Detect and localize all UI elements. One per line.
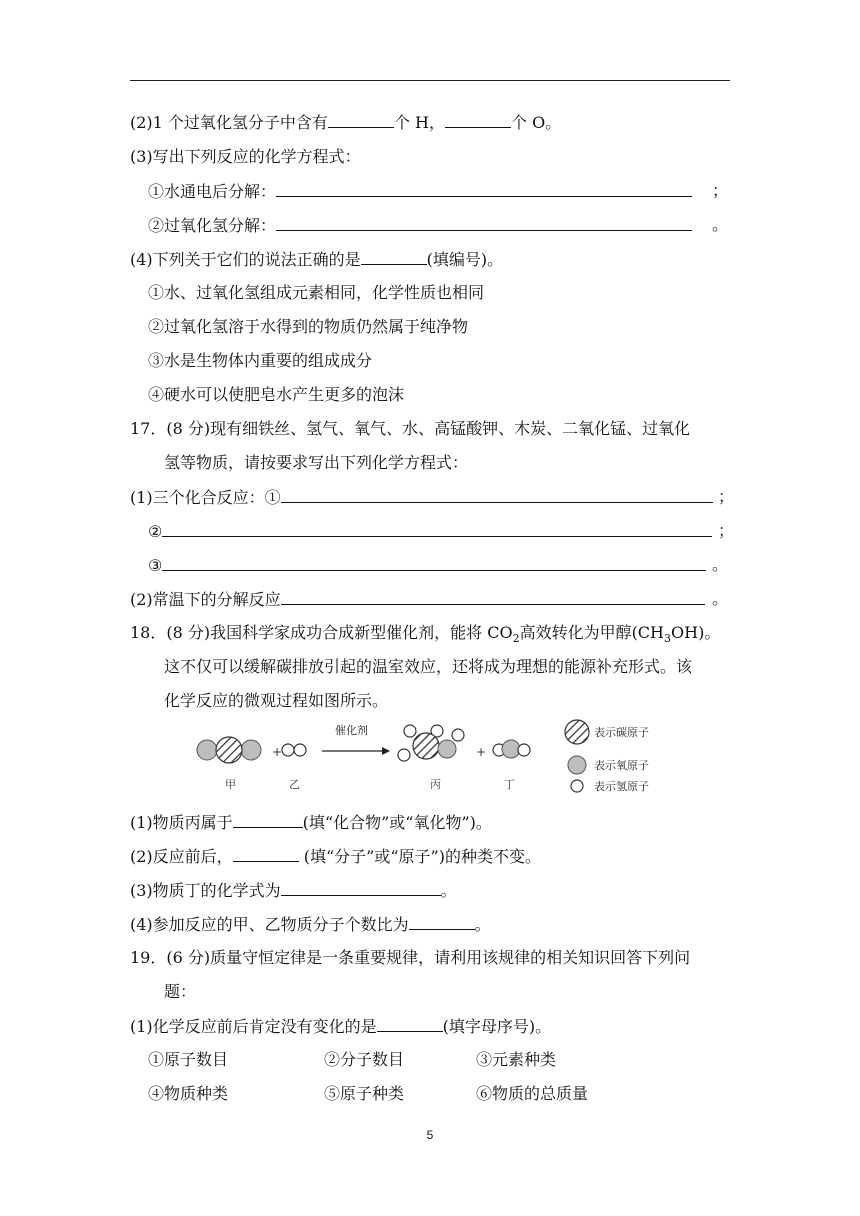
label-jia: 甲 <box>225 778 236 791</box>
answer-blank[interactable] <box>328 112 394 128</box>
q16-part4: (4)下列关于它们的说法正确的是 (填编号)。 <box>130 250 504 269</box>
q17-part1: (1)三个化合反应：① <box>130 487 713 508</box>
answer-blank[interactable] <box>162 555 706 571</box>
punct-period: 。 <box>712 555 729 574</box>
q17-stem: 氢等物质，请按要求写出下列化学方程式： <box>164 453 469 472</box>
plus-sign: + <box>272 745 283 759</box>
answer-blank[interactable] <box>276 181 692 197</box>
punct-semicolon: ； <box>718 487 735 506</box>
punct-semicolon: ； <box>712 181 729 200</box>
label-yi: 乙 <box>289 778 300 791</box>
answer-blank[interactable] <box>162 521 712 537</box>
header-rule <box>130 80 730 81</box>
q18-stem: 18．(8 分)我国科学家成功合成新型催化剂，能将 $CO_2$高效转化为甲醇$(CH_3OH)$。 <box>130 623 721 646</box>
answer-blank[interactable] <box>377 1016 443 1032</box>
label-ding: 丁 <box>504 778 515 791</box>
q18-stem: 这不仅可以缓解碳排放引起的温室效应，还将成为理想的能源补充形式。该 <box>164 657 693 676</box>
q19-stem: 题： <box>164 982 197 1001</box>
reaction-arrow <box>322 747 390 755</box>
q16-part2: (2)1 个过氧化氢分子中含有 个 H， 个 O。 <box>130 113 562 132</box>
answer-blank[interactable] <box>233 812 303 828</box>
punct-period: 。 <box>712 215 729 234</box>
reaction-diagram <box>190 718 670 798</box>
answer-blank[interactable] <box>233 846 299 862</box>
molecule-ding <box>493 740 530 758</box>
q19-option: ①原子数目 <box>148 1050 229 1069</box>
legend-oxygen: 表示氧原子 <box>594 759 649 772</box>
q18-part2: (2)反应前后， (填“分子”或“原子”)的种类不变。 <box>130 847 541 866</box>
molecule-yi <box>282 744 306 756</box>
answer-blank[interactable] <box>361 249 427 265</box>
q18-part1: (1)物质丙属于 (填“化合物”或“氧化物”)。 <box>130 813 492 832</box>
q16-option: ②过氧化氢溶于水得到的物质仍然属于纯净物 <box>148 317 469 336</box>
answer-blank[interactable] <box>445 112 511 128</box>
q16-option: ④硬水可以使肥皂水产生更多的泡沫 <box>148 385 405 404</box>
q16-part3-item2: ②过氧化氢分解： <box>148 215 692 236</box>
q17-part1-item2: ② <box>148 521 712 542</box>
q17-stem: 17．(8 分)现有细铁丝、氢气、氧气、水、高锰酸钾、木炭、二氧化锰、过氧化 <box>130 419 691 438</box>
q16-option: ③水是生物体内重要的组成成分 <box>148 351 373 370</box>
q16-part3: (3)写出下列反应的化学方程式： <box>130 147 361 166</box>
legend <box>565 720 649 793</box>
molecule-jia <box>197 737 261 763</box>
plus-sign: + <box>476 745 487 759</box>
q18-part3: (3)物质丁的化学式为 。 <box>130 881 457 900</box>
q18-stem: 化学反应的微观过程如图所示。 <box>164 691 389 710</box>
q16-part3-item1: ①水通电后分解： <box>148 181 692 202</box>
q19-part1: (1)化学反应前后肯定没有变化的是 (填字母序号)。 <box>130 1017 552 1036</box>
legend-carbon: 表示碳原子 <box>594 726 649 739</box>
catalyst-label: 催化剂 <box>335 724 368 737</box>
q17-part1-item3: ③ <box>148 555 706 576</box>
q19-option: ⑥物质的总质量 <box>476 1084 589 1103</box>
label-bing: 丙 <box>430 778 441 791</box>
q16-option: ①水、过氧化氢组成元素相同，化学性质也相同 <box>148 283 485 302</box>
q17-part2: (2)常温下的分解反应 <box>130 589 705 610</box>
q19-option: ④物质种类 <box>148 1084 229 1103</box>
page-number: 5 <box>426 1128 434 1142</box>
q19-stem: 19．(6 分)质量守恒定律是一条重要规律，请利用该规律的相关知识回答下列问 <box>130 948 691 967</box>
answer-blank[interactable] <box>276 215 692 231</box>
answer-blank[interactable] <box>281 880 441 896</box>
q19-option: ③元素种类 <box>476 1050 557 1069</box>
molecule-bing <box>398 725 464 761</box>
punct-semicolon: ； <box>718 521 735 540</box>
answer-blank[interactable] <box>281 589 705 605</box>
answer-blank[interactable] <box>409 914 475 930</box>
q19-option: ②分子数目 <box>324 1050 405 1069</box>
legend-hydrogen: 表示氢原子 <box>594 780 649 793</box>
punct-period: 。 <box>712 589 729 608</box>
q19-option: ⑤原子种类 <box>324 1084 405 1103</box>
q18-part4: (4)参加反应的甲、乙物质分子个数比为 。 <box>130 915 491 934</box>
answer-blank[interactable] <box>281 487 713 503</box>
